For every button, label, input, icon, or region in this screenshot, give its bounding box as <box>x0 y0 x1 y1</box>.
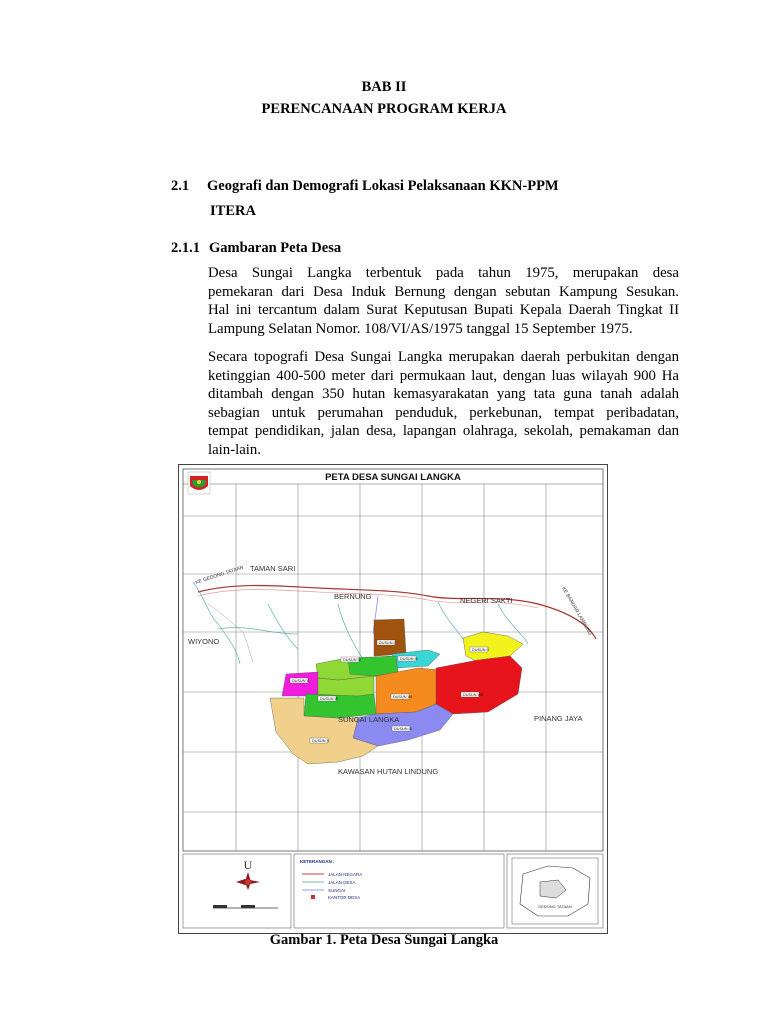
legend-item: KANTOR DESA <box>328 895 361 900</box>
region-brown <box>374 619 406 656</box>
dusun-label: DUSUN IV <box>343 658 362 662</box>
chapter-title: PERENCANAAN PROGRAM KERJA <box>261 101 507 117</box>
paragraph-1-line: pemekaran dari Desa Induk Bernung dengan sebutan Kampung Sesukan. <box>208 283 679 300</box>
inset-label: GEDONG TATAAN <box>538 904 572 909</box>
dusun-label: DUSUN IX <box>394 727 413 731</box>
compass-panel <box>183 854 291 928</box>
dusun-label: DUSUN VI <box>320 697 339 701</box>
subsection-title: Gambaran Peta Desa <box>209 240 342 256</box>
paragraph-2-line: ketinggian 400-500 meter dari permukaan laut, dengan luas wilayah 900 Ha <box>208 367 679 384</box>
paragraph-1 <box>208 264 679 338</box>
dusun-label: DUSUN VII <box>393 695 413 699</box>
place-kawasan-hutan: KAWASAN HUTAN LINDUNG <box>338 767 439 776</box>
paragraph-1-line: Lampung Selatan Nomor. 108/VI/AS/1975 tanggal 15 September 1975. <box>208 320 633 337</box>
subsection-number: 2.1.1 <box>171 240 200 256</box>
legend-title: KETERANGAN : <box>300 859 335 864</box>
place-taman-sari: TAMAN SARI <box>250 564 296 573</box>
paragraph-1-line: Hal ini tercantum dalam Surat Keputusan Bupati Kepala Daerah Tingkat II <box>208 302 679 319</box>
paragraph-1-line: Desa Sungai Langka terbentuk pada tahun 1975, merupakan desa <box>208 265 679 281</box>
village-map <box>178 464 608 934</box>
dusun-label: DUSUN V <box>292 679 310 683</box>
region-magenta <box>282 672 318 696</box>
map-title: PETA DESA SUNGAI LANGKA <box>325 472 461 483</box>
place-ke-bandar-lampung: KE BANDAR LAMPUNG <box>560 586 593 637</box>
dusun-label: DUSUN I <box>379 641 395 645</box>
place-sungai-langka: SUNGAI LANGKA <box>338 715 400 724</box>
legend-item: JALAN NEGARA <box>328 872 363 877</box>
paragraph-2 <box>208 348 679 460</box>
legend-panel <box>294 854 504 928</box>
section-title-line2: ITERA <box>210 203 256 219</box>
dusun-label: DUSUN X <box>312 739 330 743</box>
regency-logo <box>188 472 210 494</box>
dusun-label: DUSUN VIII <box>463 693 484 697</box>
section-number: 2.1 <box>171 178 190 194</box>
paragraph-2-line: Secara topografi Desa Sungai Langka merupakan daerah perbukitan dengan <box>208 349 679 365</box>
paragraph-2-line: sebagian untuk perumahan penduduk, perkebunan, tempat peribadatan, <box>208 404 679 421</box>
place-bernung: BERNUNG <box>334 592 372 601</box>
dusun-label: DUSUN II <box>472 648 489 652</box>
section-title-line1: Geografi dan Demografi Lokasi Pelaksanaan KKN-PPM <box>207 178 559 194</box>
paragraph-2-line: ditambah dengan 350 hutan kemasyarakatan yang tata guna tanah adalah <box>208 386 679 403</box>
figure-caption: Gambar 1. Peta Desa Sungai Langka <box>269 932 499 948</box>
paragraph-2-line: tempat pendidikan, jalan desa, lapangan olahraga, sekolah, pemakaman dan <box>208 423 679 440</box>
dusun-label: DUSUN III <box>400 657 418 661</box>
legend-item: JALAN DESA <box>328 880 356 885</box>
paragraph-2-line: lain-lain. <box>208 441 262 458</box>
compass-north-label: U <box>243 858 253 872</box>
inset-map <box>512 858 598 924</box>
place-wiyono: WIYONO <box>188 637 220 646</box>
place-pinang-jaya: PINANG JAYA <box>534 714 583 723</box>
place-negeri-sakti: NEGERI SAKTI <box>460 596 513 605</box>
place-ke-gedong-tataan: KE GEDONG TATAAN <box>194 564 245 586</box>
legend-item: SUNGAI <box>328 888 346 893</box>
chapter-heading: BAB II <box>361 79 407 95</box>
